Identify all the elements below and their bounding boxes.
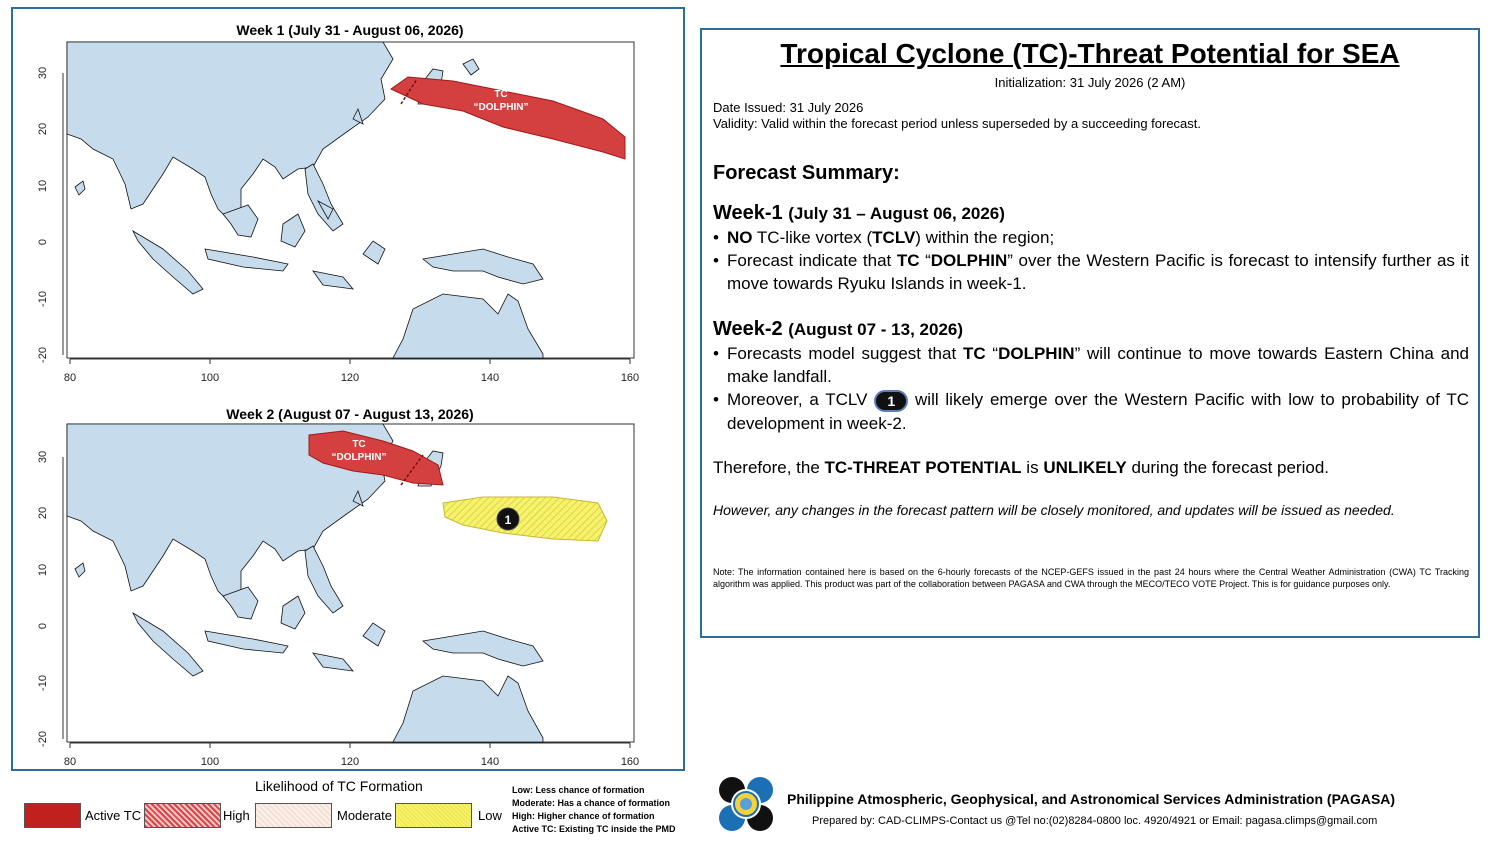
week1-bullets — [713, 226, 1469, 295]
disclaimer-note: Note: The information contained here is based on the 6-hourly forecasts of the NCEP-GEFS issued in the past 24 hours where the Central Weather Administration (CWA) TC Tracking algorithm was applied. This product was part of the collaboration between PAGASA and CWA through the MECO/TECO VOTE Project. This is for guidance purposes only. — [713, 567, 1469, 589]
week2-map — [13, 393, 685, 771]
week1-ytick: 0 — [37, 238, 49, 246]
legend-title: Likelihood of TC Formation — [255, 778, 423, 794]
text: Forecasts model suggest that — [727, 344, 963, 363]
initialization-text: Initialization: 31 July 2026 (2 AM) — [994, 75, 1186, 90]
def-high: High: Higher chance of formation — [512, 811, 655, 821]
week2-ytick: 20 — [37, 506, 49, 520]
text: TC-like vortex ( — [752, 228, 873, 247]
week2-tc-name: “DOLPHIN” — [331, 452, 387, 463]
date-issued: Date Issued: 31 July 2026 — [713, 100, 864, 115]
text: during the forecast period. — [1126, 458, 1329, 477]
week1-tc-label: TC — [494, 89, 508, 100]
week2-xtick: 100 — [200, 756, 220, 768]
bold-no: NO — [727, 228, 753, 247]
week2-axis-y — [37, 451, 63, 747]
text: ) within the region; — [915, 228, 1055, 247]
week2-ytick: -10 — [37, 675, 49, 691]
text: ” will continue to move towards Eastern China and make landfall. — [727, 344, 1469, 386]
forecast-maps-panel — [11, 7, 685, 771]
bold-tclv: TCLV — [872, 228, 916, 247]
week1-heading-label: Week-1 — [713, 202, 783, 224]
def-moderate: Moderate: Has a chance of formation — [512, 798, 671, 808]
legend-definitions — [512, 784, 676, 836]
bold-name: DOLPHIN — [998, 344, 1075, 363]
legend-swatch-moderate — [255, 803, 332, 828]
week1-map-title: Week 1 (July 31 - August 06, 2026) — [236, 22, 464, 38]
week1-bullet-2 — [713, 249, 1469, 295]
week2-ytick: 30 — [37, 450, 49, 464]
week2-ytick: 0 — [37, 622, 49, 630]
text: “ — [985, 344, 999, 363]
bold-tc: TC — [962, 344, 986, 363]
week1-heading-dates: (July 31 – August 06, 2026) — [788, 204, 1005, 223]
text: Moreover, a TCLV — [727, 390, 875, 409]
week1-axis-x — [64, 359, 639, 384]
week1-tc-name: “DOLPHIN” — [473, 102, 529, 113]
week1-ytick: 10 — [37, 179, 49, 193]
week1-ytick: -20 — [37, 347, 49, 363]
legend-label-low: Low — [478, 808, 502, 823]
page-title: Tropical Cyclone (TC)-Threat Potential for SEA — [780, 38, 1400, 69]
bold-unlikely: UNLIKELY — [1043, 458, 1127, 477]
legend-label-active: Active TC — [85, 808, 142, 823]
week1-ytick: -10 — [37, 291, 49, 307]
week2-axis-x — [64, 743, 639, 768]
text: Therefore, the — [713, 458, 825, 477]
week1-map — [13, 9, 685, 389]
week1-ytick: 30 — [37, 66, 49, 80]
def-active: Active TC: Existing TC inside the PMD — [512, 824, 676, 834]
week2-xtick: 120 — [340, 756, 360, 768]
forecast-summary-heading: Forecast Summary: — [713, 162, 900, 184]
week2-ytick: 10 — [37, 563, 49, 577]
legend-swatch-active — [24, 803, 81, 828]
text: Forecast indicate that — [727, 251, 897, 270]
legend-label-moderate: Moderate — [337, 808, 392, 823]
week2-bullets — [713, 342, 1469, 435]
text: is — [1021, 458, 1044, 477]
week2-map-title: Week 2 (August 07 - August 13, 2026) — [226, 406, 474, 422]
legend-swatch-low — [395, 803, 472, 828]
tclv-number-badge: 1 — [874, 390, 908, 412]
week1-xtick: 140 — [480, 372, 500, 384]
legend-label-high: High — [223, 808, 250, 823]
week1-xtick: 100 — [200, 372, 220, 384]
week2-heading-label: Week-2 — [713, 318, 783, 340]
week2-tclv-number: 1 — [504, 513, 512, 527]
conclusion — [713, 458, 1329, 478]
week2-heading — [713, 318, 963, 341]
text: will likely emerge over the Western Pacific with low to probability of TC development in week-2. — [727, 390, 1469, 433]
week1-axis-y — [37, 67, 63, 363]
bold-name: DOLPHIN — [930, 251, 1008, 270]
text: ” over the Western Pacific is forecast to intensify further as it move towards Ryuku Islands in week-1. — [727, 251, 1469, 293]
week1-ytick: 20 — [37, 122, 49, 136]
week1-xtick: 160 — [620, 372, 640, 384]
week2-bullet-2 — [713, 388, 1469, 435]
week1-xtick: 120 — [340, 372, 360, 384]
validity: Validity: Valid within the forecast period unless superseded by a succeeding forecast. — [713, 116, 1202, 131]
prepared-by: Prepared by: CAD-CLIMPS-Contact us @Tel no:(02)8284-0800 loc. 4920/4921 or Email: pagasa.climps@gmail.com — [812, 815, 1378, 827]
week2-tc-label: TC — [352, 439, 366, 450]
week1-bullet-1 — [713, 226, 1469, 249]
week2-xtick: 80 — [63, 756, 77, 768]
week2-heading-dates: (August 07 - 13, 2026) — [788, 320, 964, 339]
bold-tc: TC — [896, 251, 920, 270]
pagasa-logo-icon — [718, 776, 774, 832]
week1-xtick: 80 — [63, 372, 77, 384]
week2-bullet-1 — [713, 342, 1469, 388]
text: “ — [919, 251, 931, 270]
legend-swatch-high — [144, 803, 221, 828]
bold-threat: TC-THREAT POTENTIAL — [824, 458, 1022, 477]
week2-xtick: 140 — [480, 756, 500, 768]
def-low: Low: Less chance of formation — [512, 785, 645, 795]
monitoring-note: However, any changes in the forecast pattern will be closely monitored, and updates will be issued as needed. — [713, 502, 1395, 518]
agency-name: Philippine Atmospheric, Geophysical, and Astronomical Services Administration (PAGASA) — [787, 791, 1396, 807]
week2-ytick: -20 — [37, 731, 49, 747]
forecast-info-panel — [700, 28, 1480, 638]
week2-xtick: 160 — [620, 756, 640, 768]
week1-heading — [713, 202, 1005, 225]
issue-info — [713, 100, 1201, 132]
